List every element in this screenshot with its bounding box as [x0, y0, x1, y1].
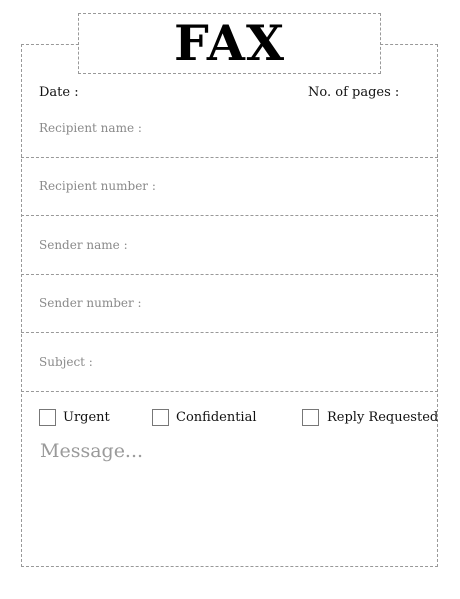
subject-field[interactable]: Subject : — [39, 355, 93, 369]
message-field[interactable]: Message... — [40, 440, 144, 462]
divider — [21, 215, 438, 216]
fax-title: FAX — [174, 14, 285, 72]
reply-requested-label: Reply Requested — [327, 410, 439, 425]
pages-label[interactable]: No. of pages : — [308, 85, 400, 100]
divider — [21, 391, 438, 392]
sender-number-field[interactable]: Sender number : — [39, 296, 142, 310]
options-row — [0, 408, 460, 428]
recipient-name-field[interactable]: Recipient name : — [39, 121, 142, 135]
confidential-label: Confidential — [176, 410, 257, 425]
confidential-checkbox[interactable] — [152, 409, 169, 426]
title-box — [78, 13, 381, 74]
divider — [21, 332, 438, 333]
urgent-label: Urgent — [63, 410, 110, 425]
divider — [21, 157, 438, 158]
reply-requested-checkbox[interactable] — [302, 409, 319, 426]
urgent-checkbox[interactable] — [39, 409, 56, 426]
sender-name-field[interactable]: Sender name : — [39, 238, 128, 252]
divider — [21, 274, 438, 275]
recipient-number-field[interactable]: Recipient number : — [39, 179, 156, 193]
date-label[interactable]: Date : — [39, 85, 79, 100]
